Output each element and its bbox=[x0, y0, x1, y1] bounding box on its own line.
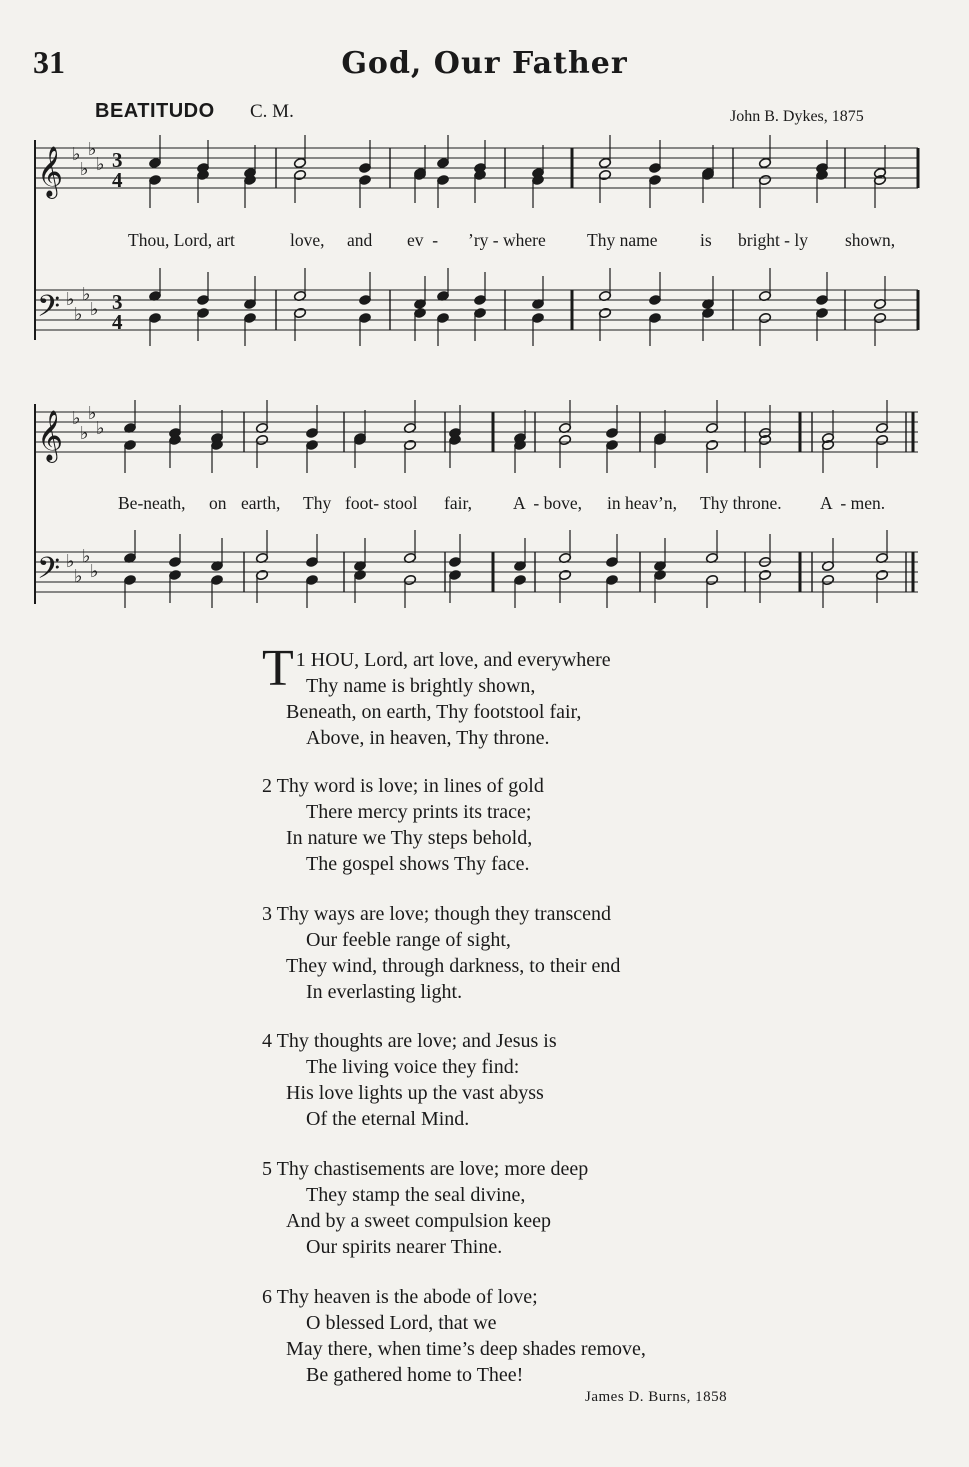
svg-text:4: 4 bbox=[112, 168, 123, 192]
composer: John B. Dykes, 1875 bbox=[730, 108, 864, 125]
verse-line: In everlasting light. bbox=[306, 981, 463, 1003]
svg-text:♭: ♭ bbox=[90, 561, 99, 582]
key-signature-flats bbox=[66, 139, 105, 587]
verse-line: O blessed Lord, that we bbox=[306, 1312, 497, 1334]
bass-clef-icon: 𝄢 bbox=[37, 552, 61, 593]
svg-text:♭: ♭ bbox=[66, 551, 75, 572]
verse-line: Of the eternal Mind. bbox=[306, 1108, 470, 1130]
lyric-syllable: Thou, Lord, art bbox=[128, 230, 235, 250]
music-score bbox=[0, 0, 969, 640]
svg-text:♭: ♭ bbox=[72, 408, 81, 429]
page-number: 31 bbox=[33, 44, 65, 80]
lyric-syllable: ’ry - where bbox=[468, 230, 546, 250]
svg-text:4: 4 bbox=[112, 310, 123, 334]
lyric-syllable: A - men. bbox=[820, 493, 886, 513]
verse-line: Thy thoughts are love; and Jesus is bbox=[276, 1030, 557, 1052]
lyric-syllable: foot- stool bbox=[345, 493, 418, 513]
verse-number: 5 bbox=[262, 1158, 272, 1180]
verse-2 bbox=[262, 773, 544, 877]
verse-line: Be gathered home to Thee! bbox=[306, 1364, 524, 1386]
verse-number: 4 bbox=[262, 1030, 272, 1052]
drop-cap: T bbox=[262, 640, 294, 697]
svg-text:♭: ♭ bbox=[80, 159, 89, 180]
svg-text:♭: ♭ bbox=[66, 289, 75, 310]
time-signature bbox=[112, 148, 123, 334]
lyric-syllable: bright - ly bbox=[738, 230, 808, 250]
lyric-syllable: is bbox=[700, 230, 712, 250]
lyric-syllable: fair, bbox=[444, 493, 472, 513]
verse-line: Above, in heaven, Thy throne. bbox=[306, 727, 550, 749]
lyric-syllable: in heav’n, bbox=[607, 493, 677, 513]
svg-text:♭: ♭ bbox=[96, 418, 105, 439]
verse-line: In nature we Thy steps behold, bbox=[286, 827, 533, 849]
lyric-syllable: and bbox=[347, 230, 373, 250]
treble-staff-2 bbox=[35, 412, 918, 452]
lyric-syllable: Thy throne. bbox=[700, 493, 782, 513]
lyric-syllable: Thy bbox=[303, 493, 332, 513]
lyric-syllable: Be-neath, bbox=[118, 493, 186, 513]
bass-clef-icon: 𝄢 bbox=[37, 290, 61, 331]
lyric-syllable: A - bove, bbox=[513, 493, 583, 513]
svg-text:♭: ♭ bbox=[74, 566, 83, 587]
verse-line: HOU, Lord, art love, and everywhere bbox=[310, 649, 611, 671]
verse-number: 1 bbox=[295, 649, 306, 671]
verse-line: Thy chastisements are love; more deep bbox=[276, 1158, 589, 1180]
verse-line: Our spirits nearer Thine. bbox=[306, 1236, 503, 1258]
verse-number: 6 bbox=[262, 1286, 272, 1308]
tune-name: BEATITUDO bbox=[95, 100, 215, 122]
lyric-syllable: on bbox=[209, 493, 227, 513]
svg-text:♭: ♭ bbox=[90, 299, 99, 320]
lyric-syllable: shown, bbox=[845, 230, 896, 250]
lyric-syllable: ev - bbox=[407, 230, 439, 250]
verse-3 bbox=[262, 901, 620, 1005]
svg-text:♭: ♭ bbox=[82, 546, 91, 567]
verse-line: They wind, through darkness, to their end bbox=[286, 955, 621, 977]
svg-text:♭: ♭ bbox=[82, 284, 91, 305]
verse-1 bbox=[262, 640, 611, 751]
verse-line: Thy word is love; in lines of gold bbox=[276, 775, 544, 797]
verse-line: Thy heaven is the abode of love; bbox=[276, 1286, 538, 1308]
verse-4 bbox=[262, 1028, 557, 1132]
verse-line: May there, when time’s deep shades remove, bbox=[286, 1338, 646, 1360]
verse-line: Thy ways are love; though they transcend bbox=[276, 903, 611, 925]
verse-number: 3 bbox=[262, 903, 272, 925]
svg-text:3: 3 bbox=[112, 290, 123, 314]
svg-text:3: 3 bbox=[112, 148, 123, 172]
treble-clef-icon: 𝄞 bbox=[37, 146, 64, 197]
verse-line: The gospel shows Thy face. bbox=[306, 853, 530, 875]
verse-line: Thy name is brightly shown, bbox=[306, 675, 536, 697]
svg-text:♭: ♭ bbox=[74, 304, 83, 325]
svg-text:♭: ♭ bbox=[96, 154, 105, 175]
page-title: God, Our Father bbox=[341, 46, 628, 81]
verse-line: The living voice they find: bbox=[306, 1056, 520, 1078]
verse-line: His love lights up the vast abyss bbox=[286, 1082, 544, 1104]
verse-line: And by a sweet compulsion keep bbox=[286, 1210, 551, 1232]
verse-6 bbox=[262, 1284, 646, 1388]
lyric-syllable: love, bbox=[290, 230, 325, 250]
lyric-syllable: Thy name bbox=[587, 230, 658, 250]
verse-line: Our feeble range of sight, bbox=[306, 929, 511, 951]
verse-number: 2 bbox=[262, 775, 272, 797]
meter: C. M. bbox=[250, 101, 294, 122]
svg-text:♭: ♭ bbox=[88, 403, 97, 424]
svg-text:♭: ♭ bbox=[80, 423, 89, 444]
treble-clef-icon: 𝄞 bbox=[37, 410, 64, 461]
svg-text:♭: ♭ bbox=[72, 144, 81, 165]
bass-staff-2 bbox=[35, 552, 918, 592]
verse-5 bbox=[262, 1156, 588, 1260]
verse-line: They stamp the seal divine, bbox=[306, 1184, 526, 1206]
verse-line: There mercy prints its trace; bbox=[306, 801, 532, 823]
lyricist-credit: James D. Burns, 1858 bbox=[585, 1389, 728, 1405]
lyric-syllable: earth, bbox=[241, 493, 281, 513]
svg-text:♭: ♭ bbox=[88, 139, 97, 160]
verse-line: Beneath, on earth, Thy footstool fair, bbox=[286, 701, 582, 723]
